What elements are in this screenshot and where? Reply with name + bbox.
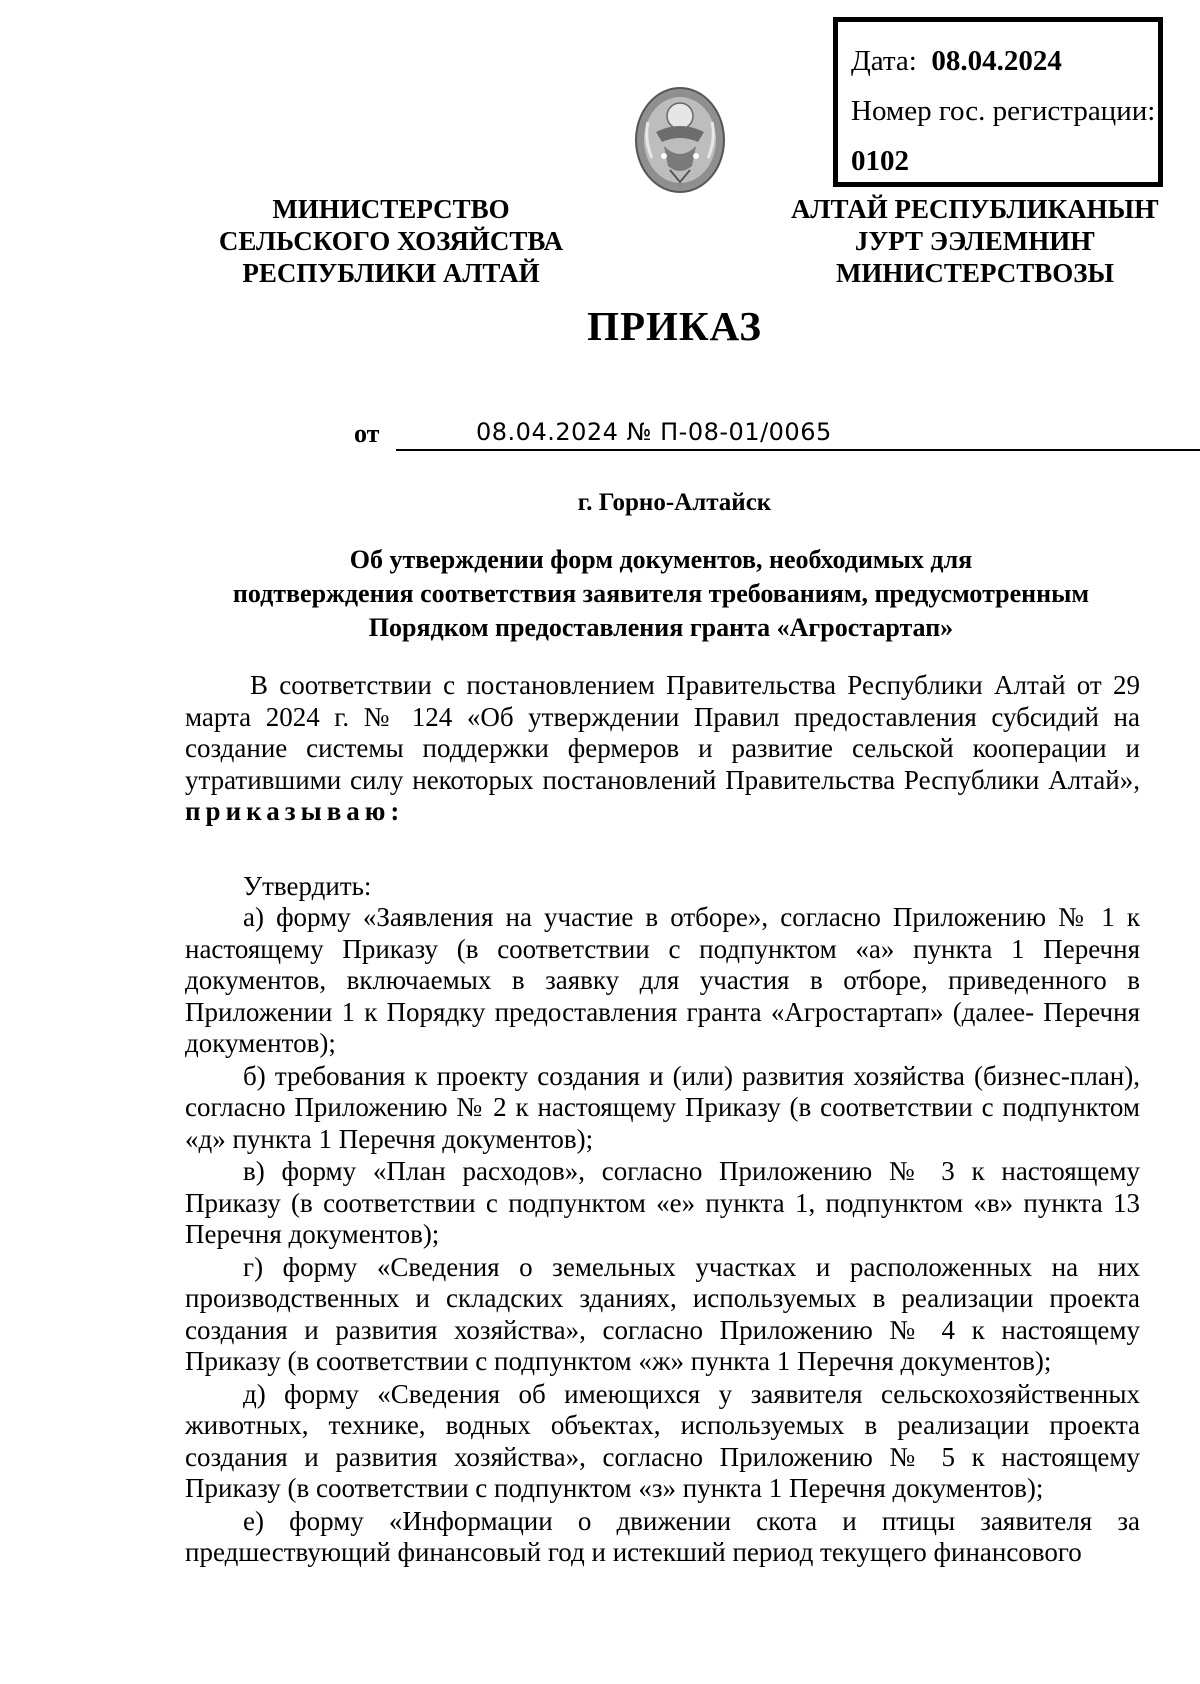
date-value: 08.04.2024	[931, 45, 1062, 77]
list-item: а) форму «Заявления на участие в отборе», согласно Приложению № 1 к настоящему Приказу (в соответствии с подпунктом «а» пункта 1 Перечня документов, включаемых в заявку для участия в отборе, приведенного в Приложении 1 к Порядку предоставления гранта «Агростартап» (далее- Перечня документов);	[185, 902, 1140, 1058]
ministry-line: МИНИСТЕРСТВО	[272, 194, 510, 224]
date-label: Дата:	[851, 45, 917, 77]
preamble-emphasis: приказываю:	[185, 796, 405, 826]
subject-line: подтверждения соответствия заявителя требованиям, предусмотренным	[232, 579, 1090, 608]
ministry-line: АЛТАЙ РЕСПУБЛИКАНЫҤ	[790, 194, 1160, 224]
coat-of-arms-icon	[634, 82, 726, 194]
preamble-text: В соответствии с постановлением Правительства Республики Алтай от 29 марта 2024 г. № 124 «Об утверждении Правил предоставления субсидий на создание системы поддержки фермеров и развитие сельской кооперации и утратившими силу некоторых постановлений Правительства Республики Алтай»,	[185, 670, 1140, 795]
ministry-line: МИНИСТЕРСТВОЗЫ	[835, 258, 1115, 288]
order-body	[185, 670, 1140, 1570]
list-item: б) требования к проекту создания и (или) развития хозяйства (бизнес-план), согласно Приложению № 2 к настоящему Приказу (в соответствии с подпунктом «д» пункта 1 Перечня документов);	[185, 1060, 1140, 1154]
ministry-name-altai	[785, 193, 1165, 289]
city: г. Горно-Алтайск	[577, 489, 772, 516]
list-item: г) форму «Сведения о земельных участках и расположенных на них производственных и складских зданиях, используемых в реализации проекта создания и развития хозяйства», согласно Приложению № 4 к настоящему Приказу (в соответствии с подпунктом «ж» пункта 1 Перечня документов);	[185, 1251, 1140, 1376]
approve-heading: Утвердить:	[243, 870, 372, 901]
registration-number-value: 0102	[851, 145, 909, 177]
registration-date-row	[851, 36, 1158, 86]
document-title: ПРИКАЗ	[587, 303, 762, 349]
order-prefix: от	[354, 419, 380, 448]
order-subject	[196, 543, 1126, 645]
subject-line: Порядком предоставления гранта «Агростартап»	[368, 613, 954, 642]
subject-line: Об утверждении форм документов, необходимых для	[349, 545, 973, 574]
list-item: в) форму «План расходов», согласно Приложению № 3 к настоящему Приказу (в соответствии с подпунктом «е» пункта 1, подпунктом «в» пункта 13 Перечня документов);	[185, 1156, 1140, 1249]
ministry-line: ЈУРТ ЭЭЛЕМНИҤ	[854, 226, 1096, 256]
ministry-line: РЕСПУБЛИКИ АЛТАЙ	[242, 258, 540, 288]
ministry-line: СЕЛЬСКОГО ХОЗЯЙСТВА	[218, 226, 564, 256]
list-item: д) форму «Сведения об имеющихся у заявителя сельскохозяйственных животных, технике, водных объектах, используемых в реализации проекта создания и развития хозяйства», согласно Приложению № 5 к настоящему Приказу (в соответствии с подпунктом «з» пункта 1 Перечня документов);	[185, 1378, 1140, 1503]
preamble	[185, 670, 1140, 828]
ministry-name-russian	[206, 193, 576, 289]
list-item: е) форму «Информации о движении скота и птицы заявителя за предшествующий финансовый год и истекший период текущего финансового	[185, 1505, 1140, 1567]
registration-stamp	[833, 17, 1163, 187]
registration-number-label: Номер гос. регистрации:	[851, 95, 1156, 127]
order-number: 08.04.2024 № П-08-01/0065	[476, 418, 832, 446]
